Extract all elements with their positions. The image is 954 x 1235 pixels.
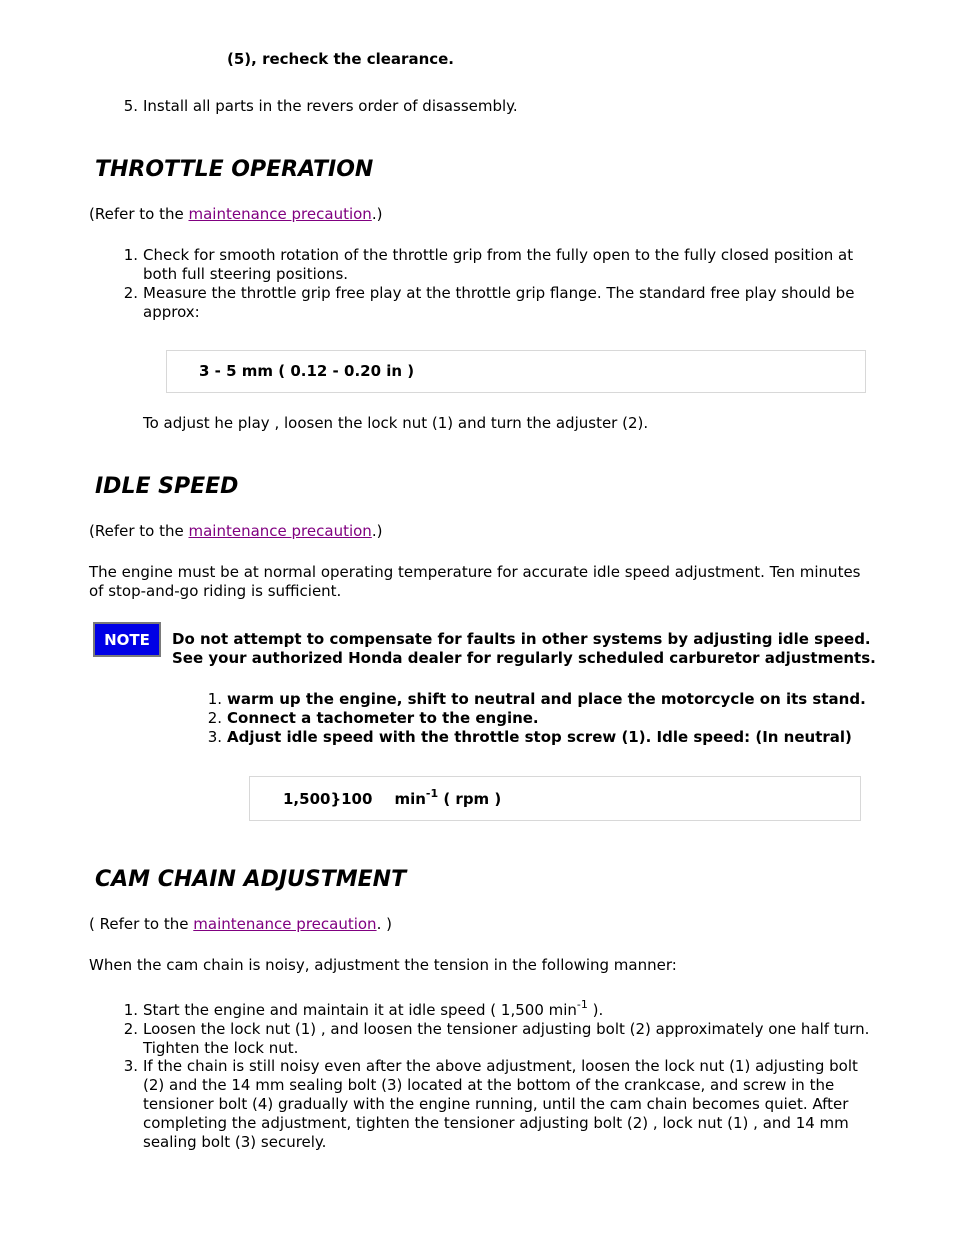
maintenance-precaution-link[interactable]: maintenance precaution bbox=[188, 522, 372, 540]
idle-spec-box bbox=[249, 776, 861, 821]
step-text-main: Start the engine and maintain it at idle speed ( 1,500 min bbox=[143, 1001, 577, 1019]
unit-exponent: -1 bbox=[425, 787, 439, 800]
step-text: Adjust idle speed with the throttle stop screw (1). Idle speed: (In neutral) bbox=[227, 728, 852, 746]
step-text: both full steering positions. bbox=[143, 265, 349, 283]
refer-suffix: .) bbox=[371, 205, 383, 223]
step-text: Loosen the lock nut (1) , and loosen the tensioner adjusting bolt (2) approximately one half turn. bbox=[143, 1020, 870, 1038]
step-text: If the chain is still noisy even after the above adjustment, loosen the lock nut (1) adjusting bolt bbox=[143, 1057, 858, 1075]
throttle-adjust-text: To adjust he play , loosen the lock nut (1) and turn the adjuster (2). bbox=[143, 414, 649, 432]
step-text bbox=[143, 998, 604, 1020]
step-text: tensioner bolt (4) gradually with the engine running, until the cam chain becomes quiet. After bbox=[143, 1095, 849, 1113]
throttle-operation-heading: THROTTLE OPERATION bbox=[95, 157, 374, 182]
maintenance-precaution-link[interactable]: maintenance precaution bbox=[188, 205, 372, 223]
step-text: Tighten the lock nut. bbox=[143, 1039, 299, 1057]
step-text: (2) and the 14 mm sealing bolt (3) located at the bottom of the crankcase, and screw in the bbox=[143, 1076, 835, 1094]
refer-prefix: (Refer to the bbox=[89, 205, 189, 223]
step-number: 1. bbox=[123, 246, 138, 264]
refer-suffix: .) bbox=[371, 522, 383, 540]
step-number: 3. bbox=[207, 728, 222, 746]
idle-intro-text: The engine must be at normal operating temperature for accurate idle speed adjustment. Ten minutes bbox=[89, 563, 861, 581]
step-number: 2. bbox=[123, 1020, 138, 1038]
step-text: sealing bolt (3) securely. bbox=[143, 1133, 327, 1151]
throttle-spec-box bbox=[166, 350, 866, 393]
refer-prefix: (Refer to the bbox=[89, 522, 189, 540]
idle-speed-heading: IDLE SPEED bbox=[95, 474, 239, 499]
refer-prefix: ( Refer to the bbox=[89, 915, 194, 933]
step-number: 1. bbox=[207, 690, 222, 708]
cam-intro-text: When the cam chain is noisy, adjustment the tension in the following manner: bbox=[89, 956, 677, 974]
idle-speed-unit-suffix: ( rpm ) bbox=[438, 790, 502, 808]
step-text: approx: bbox=[143, 303, 200, 321]
step-number: 2. bbox=[207, 709, 222, 727]
step-text: Connect a tachometer to the engine. bbox=[227, 709, 539, 727]
step-text: Measure the throttle grip free play at the throttle grip flange. The standard free play should be bbox=[143, 284, 855, 302]
idle-spec-value bbox=[283, 787, 502, 809]
step-text: completing the adjustment, tighten the tensioner adjusting bolt (2) , lock nut (1) , and 14 mm bbox=[143, 1114, 849, 1132]
cam-refer-line bbox=[89, 915, 392, 934]
unit-exponent: -1 bbox=[576, 998, 588, 1011]
step-number: 5. bbox=[123, 97, 138, 115]
step-text: warm up the engine, shift to neutral and place the motorcycle on its stand. bbox=[227, 690, 866, 708]
idle-speed-unit: min bbox=[394, 790, 426, 808]
note-badge: NOTE bbox=[93, 622, 161, 657]
step-text: Check for smooth rotation of the throttle grip from the fully open to the fully closed position at bbox=[143, 246, 854, 264]
throttle-spec-value: 3 - 5 mm ( 0.12 - 0.20 in ) bbox=[199, 362, 415, 380]
throttle-refer-line bbox=[89, 205, 382, 224]
continued-step-text: (5), recheck the clearance. bbox=[227, 50, 455, 68]
maintenance-precaution-link[interactable]: maintenance precaution bbox=[193, 915, 377, 933]
step-number: 3. bbox=[123, 1057, 138, 1075]
refer-suffix: . ) bbox=[376, 915, 392, 933]
idle-speed-value: 1,500}100 bbox=[283, 790, 373, 808]
step-number: 2. bbox=[123, 284, 138, 302]
idle-intro-text: of stop-and-go riding is sufficient. bbox=[89, 582, 342, 600]
step-text-end: ). bbox=[587, 1001, 604, 1019]
note-text: Do not attempt to compensate for faults in other systems by adjusting idle speed. bbox=[172, 630, 871, 648]
note-text: See your authorized Honda dealer for regularly scheduled carburetor adjustments. bbox=[172, 649, 876, 667]
step-text: Install all parts in the revers order of disassembly. bbox=[143, 97, 518, 115]
step-number: 1. bbox=[123, 1001, 138, 1019]
cam-chain-heading: CAM CHAIN ADJUSTMENT bbox=[95, 867, 407, 892]
idle-refer-line bbox=[89, 522, 382, 541]
